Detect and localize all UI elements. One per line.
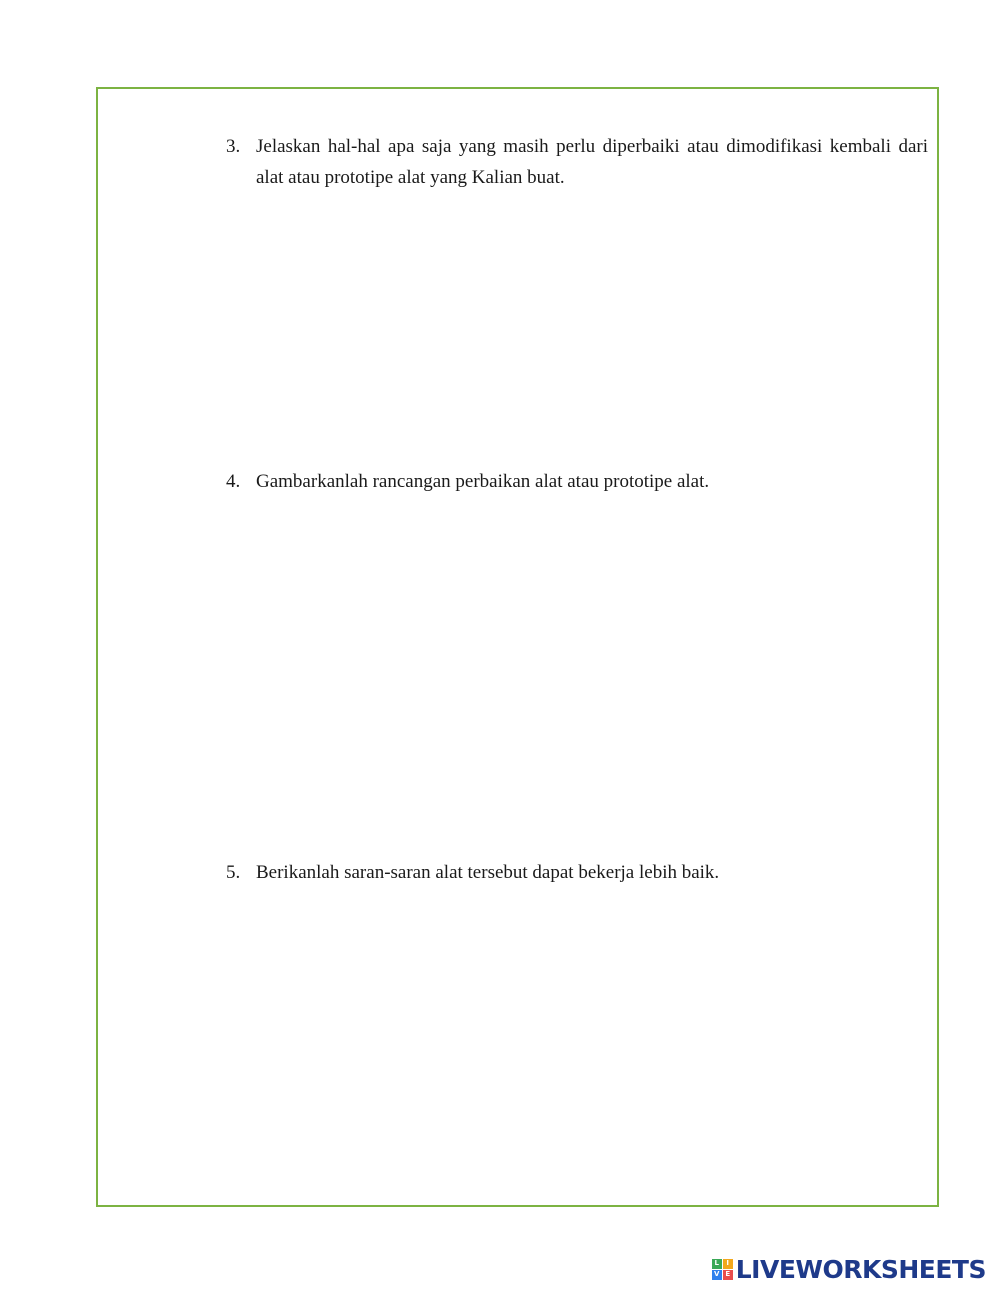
logo-icon-letter: L (712, 1259, 722, 1269)
logo-icon (712, 1259, 733, 1280)
logo-icon-letter: I (723, 1259, 733, 1269)
question-text: Jelaskan hal-hal apa saja yang masih perlu diperbaiki atau dimodifikasi kembali dari alat atau prototipe alat yang Kalian buat. (256, 136, 928, 188)
question-text: Gambarkanlah rancangan perbaikan alat atau prototipe alat. (256, 471, 710, 492)
logo-icon-letter: V (712, 1270, 722, 1280)
question-number: 3. (226, 136, 241, 157)
liveworksheets-logo[interactable] (712, 1254, 986, 1284)
question-number: 4. (226, 471, 241, 492)
question-3 (226, 131, 928, 193)
question-text: Berikanlah saran-saran alat tersebut dapat bekerja lebih baik. (256, 862, 720, 883)
logo-icon-letter: E (723, 1270, 733, 1280)
answer-frame (96, 87, 939, 1207)
logo-text: LIVEWORKSHEETS (735, 1254, 986, 1284)
question-5 (226, 857, 928, 888)
question-4 (226, 466, 928, 497)
question-number: 5. (226, 862, 241, 883)
